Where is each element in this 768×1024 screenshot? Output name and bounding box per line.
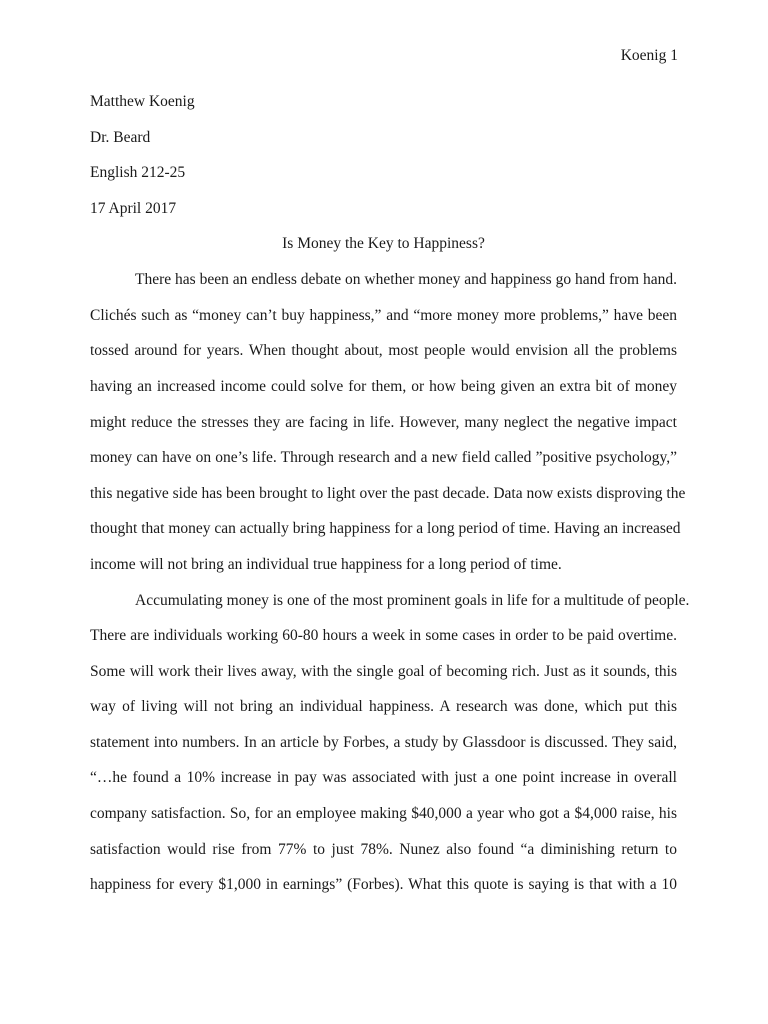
paragraph-line: Accumulating money is one of the most prominent goals in life for a multitude of people.	[135, 591, 690, 609]
paragraph-line: company satisfaction. So, for an employee making $40,000 a year who got a $4,000 raise, his	[90, 805, 677, 823]
course-name: English 212-25	[90, 164, 186, 182]
paragraph-line: money can have on one’s life. Through research and a new field called ”positive psychology,”	[90, 449, 677, 467]
paragraph-line: might reduce the stresses they are facing in life. However, many neglect the negative impact	[90, 413, 677, 431]
paragraph-line: having an increased income could solve for them, or how being given an extra bit of money	[90, 377, 677, 395]
paragraph-line: There has been an endless debate on whether money and happiness go hand from hand.	[135, 271, 677, 289]
paragraph-line: Some will work their lives away, with the single goal of becoming rich. Just as it sounds, this	[90, 662, 677, 680]
paragraph-line: happiness for every $1,000 in earnings” (Forbes). What this quote is saying is that with a 10	[90, 876, 677, 894]
running-head: Koenig 1	[620, 47, 678, 64]
paragraph-line: There are individuals working 60-80 hours a week in some cases in order to be paid overtime.	[90, 627, 677, 645]
paragraph-line: Clichés such as “money can’t buy happiness,” and “more money more problems,” have been	[90, 306, 677, 324]
instructor-name: Dr. Beard	[90, 128, 151, 146]
paragraph-line: “…he found a 10% increase in pay was associated with just a one point increase in overall	[90, 769, 677, 787]
paragraph-1	[90, 262, 686, 582]
paragraph-line: satisfaction would rise from 77% to just 78%. Nunez also found “a diminishing return to	[90, 840, 677, 858]
paragraph-line: income will not bring an individual true happiness for a long period of time.	[90, 555, 562, 573]
paragraph-line: statement into numbers. In an article by Forbes, a study by Glassdoor is discussed. They said,	[90, 733, 677, 751]
paragraph-line: thought that money can actually bring happiness for a long period of time. Having an increased	[90, 520, 681, 538]
author-name: Matthew Koenig	[90, 93, 195, 110]
paragraph-line: tossed around for years. When thought about, most people would envision all the problems	[90, 342, 677, 360]
paragraph-line: this negative side has been brought to light over the past decade. Data now exists disproving the	[90, 484, 686, 502]
essay-date: 17 April 2017	[90, 199, 177, 217]
paragraph-line: way of living will not bring an individual happiness. A research was done, which put this	[90, 698, 677, 716]
essay-title: Is Money the Key to Happiness?	[282, 235, 485, 253]
paragraph-2	[90, 583, 690, 903]
document-body	[90, 92, 690, 903]
